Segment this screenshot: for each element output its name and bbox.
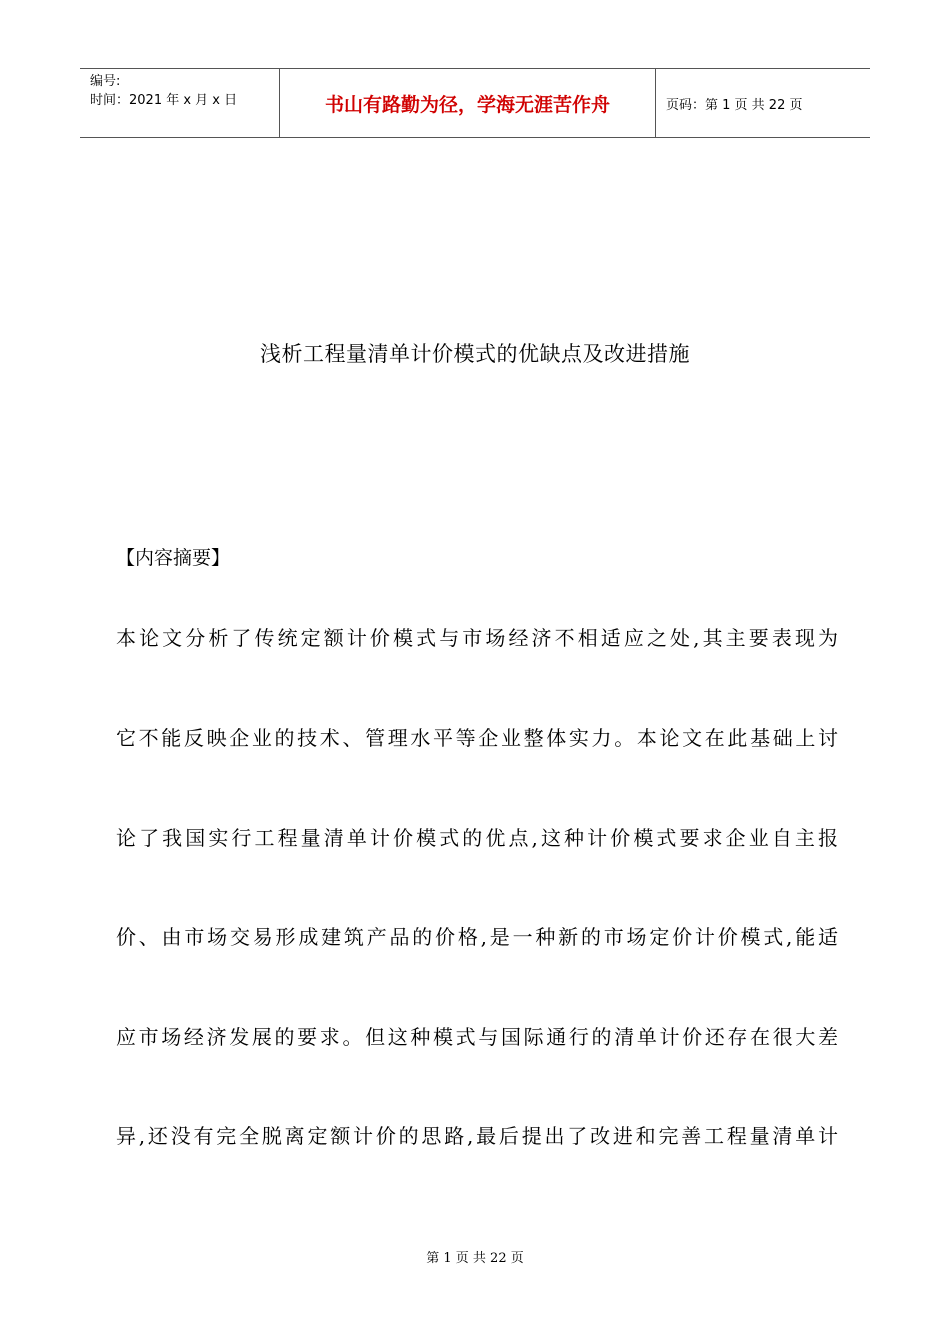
abstract-line: 异,还没有完全脱离定额计价的思路,最后提出了改进和完善工程量清单计 [116, 1124, 838, 1148]
time-label: 时间：2021 年 x 月 x 日 [90, 93, 238, 108]
code-label: 编号: [90, 74, 121, 89]
abstract-line: 应市场经济发展的要求。但这种模式与国际通行的清单计价还存在很大差 [116, 1025, 838, 1049]
abstract-line: 它不能反映企业的技术、管理水平等企业整体实力。本论文在此基础上讨 [116, 726, 838, 750]
document-title: 浅析工程量清单计价模式的优缺点及改进措施 [260, 342, 690, 366]
abstract-heading: 【内容摘要】 [116, 547, 231, 569]
page-header [80, 68, 870, 138]
abstract-line: 本论文分析了传统定额计价模式与市场经济不相适应之处,其主要表现为 [116, 626, 838, 650]
header-motto: 书山有路勤为径，学海无涯苦作舟 [280, 69, 656, 137]
header-meta [80, 69, 280, 137]
header-page-info: 页码：第 1 页 共 22 页 [666, 97, 803, 113]
abstract-line: 论了我国实行工程量清单计价模式的优点,这种计价模式要求企业自主报 [116, 826, 838, 850]
abstract-line: 价、由市场交易形成建筑产品的价格,是一种新的市场定价计价模式,能适 [116, 925, 838, 949]
page-footer: 第 1 页 共 22 页 [426, 1251, 524, 1266]
